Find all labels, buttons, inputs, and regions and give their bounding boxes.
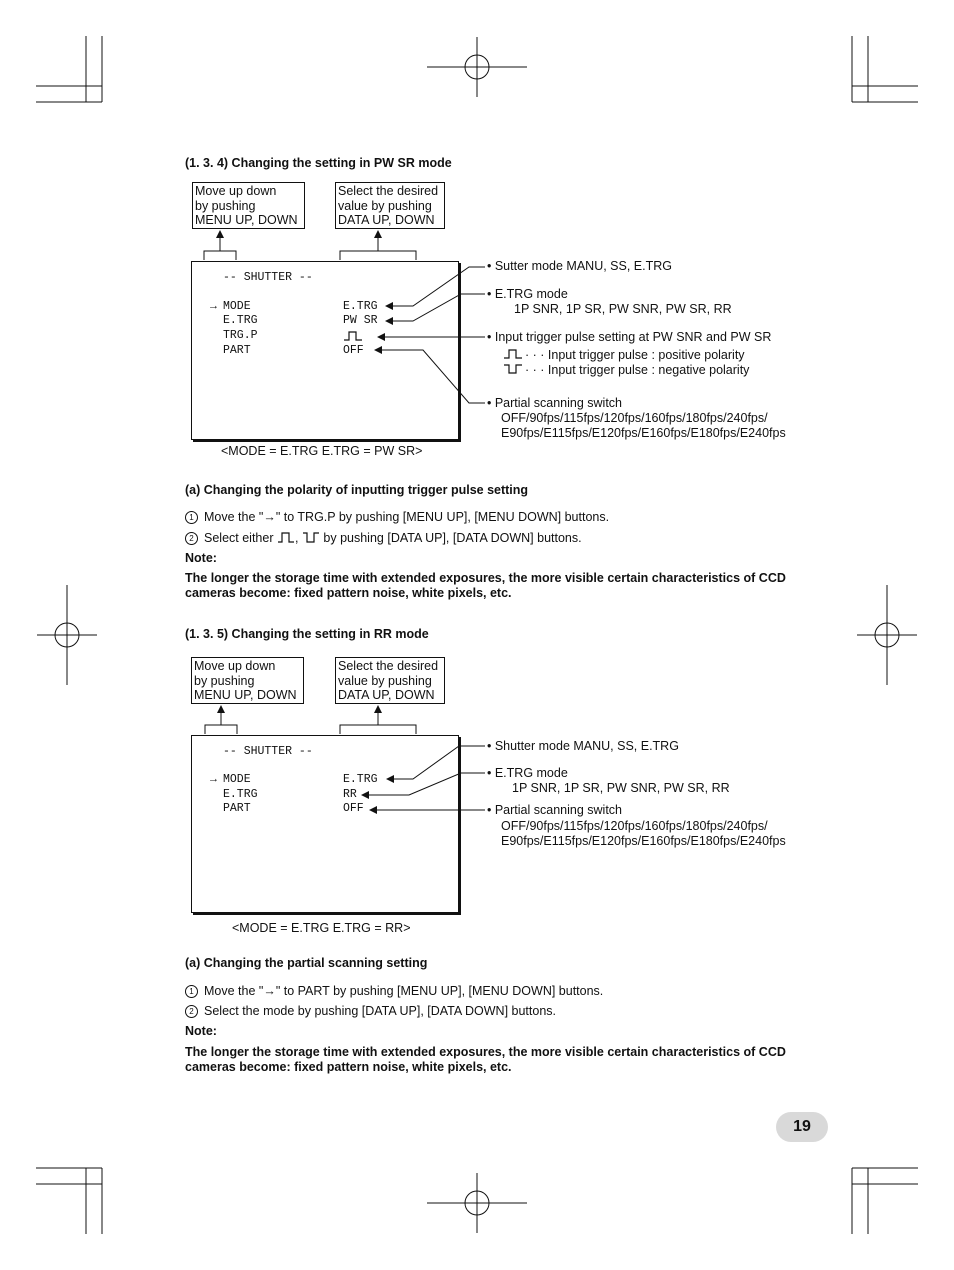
screen-title: -- SHUTTER --	[223, 745, 313, 758]
step-number-icon: 1	[185, 985, 198, 998]
box-line: Move up down	[194, 659, 276, 673]
step-text: Select either	[204, 531, 274, 545]
annotation-shutter-mode: • Shutter mode MANU, SS, E.TRG	[487, 739, 679, 753]
menu-value-etrg: PW SR	[343, 314, 378, 327]
section2-subheading: (a) Changing the partial scanning setting	[185, 956, 428, 970]
annotation-etrg-values: 1P SNR, 1P SR, PW SNR, PW SR, RR	[512, 781, 730, 795]
menu-label-trgp: TRG.P	[223, 329, 258, 342]
section1-note-line2: cameras become: fixed pattern noise, white pixels, etc.	[185, 586, 512, 600]
section1-heading: (1. 3. 4) Changing the setting in PW SR mode	[185, 156, 452, 170]
section2-note-label: Note:	[185, 1024, 217, 1038]
menu-label-part: PART	[223, 802, 251, 815]
section2-note-line2: cameras become: fixed pattern noise, white pixels, etc.	[185, 1060, 512, 1074]
box-line: DATA UP, DOWN	[338, 688, 435, 702]
box-line: value by pushing	[338, 673, 432, 688]
box-line: by pushing	[195, 198, 256, 213]
menu-label-etrg: E.TRG	[223, 314, 258, 327]
step-text: Move the "→" to TRG.P by pushing [MENU UP], [MENU DOWN] buttons.	[204, 510, 610, 524]
annotation-trigger-title: • Input trigger pulse setting at PW SNR and PW SR	[487, 330, 772, 344]
box-line: DATA UP, DOWN	[338, 213, 435, 227]
box-line: MENU UP, DOWN	[195, 213, 298, 227]
box-line: by pushing	[194, 673, 255, 688]
box-line: MENU UP, DOWN	[194, 688, 297, 702]
step-number-icon: 1	[185, 511, 198, 524]
section2-step1	[185, 984, 603, 999]
annotation-partial-title: • Partial scanning switch	[487, 396, 622, 410]
menu-value-part: OFF	[343, 344, 364, 357]
menu-value-etrg: RR	[343, 788, 357, 801]
menu-label-mode: MODE	[223, 773, 251, 786]
menu-value-mode: E.TRG	[343, 773, 378, 786]
annotation-etrg-title: • E.TRG mode	[487, 287, 568, 301]
section2-note-line1: The longer the storage time with extended exposures, the more visible certain characteristics of CCD	[185, 1045, 786, 1059]
menu-label-part: PART	[223, 344, 251, 357]
section1-note-label: Note:	[185, 551, 217, 565]
menu-value-part: OFF	[343, 802, 364, 815]
annotation-positive-polarity: · · · Input trigger pulse : positive polarity	[525, 348, 745, 362]
section1-screen-caption: <MODE = E.TRG E.TRG = PW SR>	[221, 444, 423, 458]
annotation-partial-line1: OFF/90fps/115fps/120fps/160fps/180fps/240fps/	[501, 819, 768, 833]
section1-step2: 2 Select either , by pushing [DATA UP], [DATA DOWN] buttons.	[185, 531, 582, 546]
annotation-etrg-values: 1P SNR, 1P SR, PW SNR, PW SR, RR	[514, 302, 732, 316]
annotation-partial-line2: E90fps/E115fps/E120fps/E160fps/E180fps/E240fps	[501, 834, 786, 848]
section2-screen-caption: <MODE = E.TRG E.TRG = RR>	[232, 921, 411, 935]
section2-step2	[185, 1004, 556, 1019]
section2-heading: (1. 3. 5) Changing the setting in RR mode	[185, 627, 429, 641]
step-text: Select the mode by pushing [DATA UP], [DATA DOWN] buttons.	[204, 1004, 556, 1018]
section1-subheading: (a) Changing the polarity of inputting trigger pulse setting	[185, 483, 529, 497]
step-number-icon: 2	[185, 532, 198, 545]
box-line: Select the desired	[338, 184, 439, 198]
box-line: Move up down	[195, 184, 277, 198]
step-text: by pushing [DATA UP], [DATA DOWN] buttons.	[323, 531, 582, 545]
menu-label-etrg: E.TRG	[223, 788, 258, 801]
step-number-icon: 2	[185, 1005, 198, 1018]
section1-note-line1: The longer the storage time with extended exposures, the more visible certain characteristics of CCD	[185, 571, 786, 585]
box-line: value by pushing	[338, 198, 432, 213]
menu-value-mode: E.TRG	[343, 300, 378, 313]
annotation-partial-title: • Partial scanning switch	[487, 803, 622, 817]
step-text: Move the "→" to PART by pushing [MENU UP], [MENU DOWN] buttons.	[204, 984, 604, 998]
screen-title: -- SHUTTER --	[223, 271, 313, 284]
box-line: Select the desired	[338, 659, 439, 673]
annotation-shutter-mode: • Sutter mode MANU, SS, E.TRG	[487, 259, 672, 273]
menu-label-mode: MODE	[223, 300, 251, 313]
annotation-etrg-title: • E.TRG mode	[487, 766, 568, 780]
cursor-arrow-icon: →	[210, 773, 217, 786]
page-number: 19	[776, 1112, 828, 1142]
cursor-arrow-icon: →	[210, 300, 217, 313]
annotation-partial-line2: E90fps/E115fps/E120fps/E160fps/E180fps/E240fps	[501, 426, 786, 440]
annotation-negative-polarity: · · · Input trigger pulse : negative polarity	[525, 363, 750, 377]
annotation-partial-line1: OFF/90fps/115fps/120fps/160fps/180fps/240fps/	[501, 411, 768, 425]
